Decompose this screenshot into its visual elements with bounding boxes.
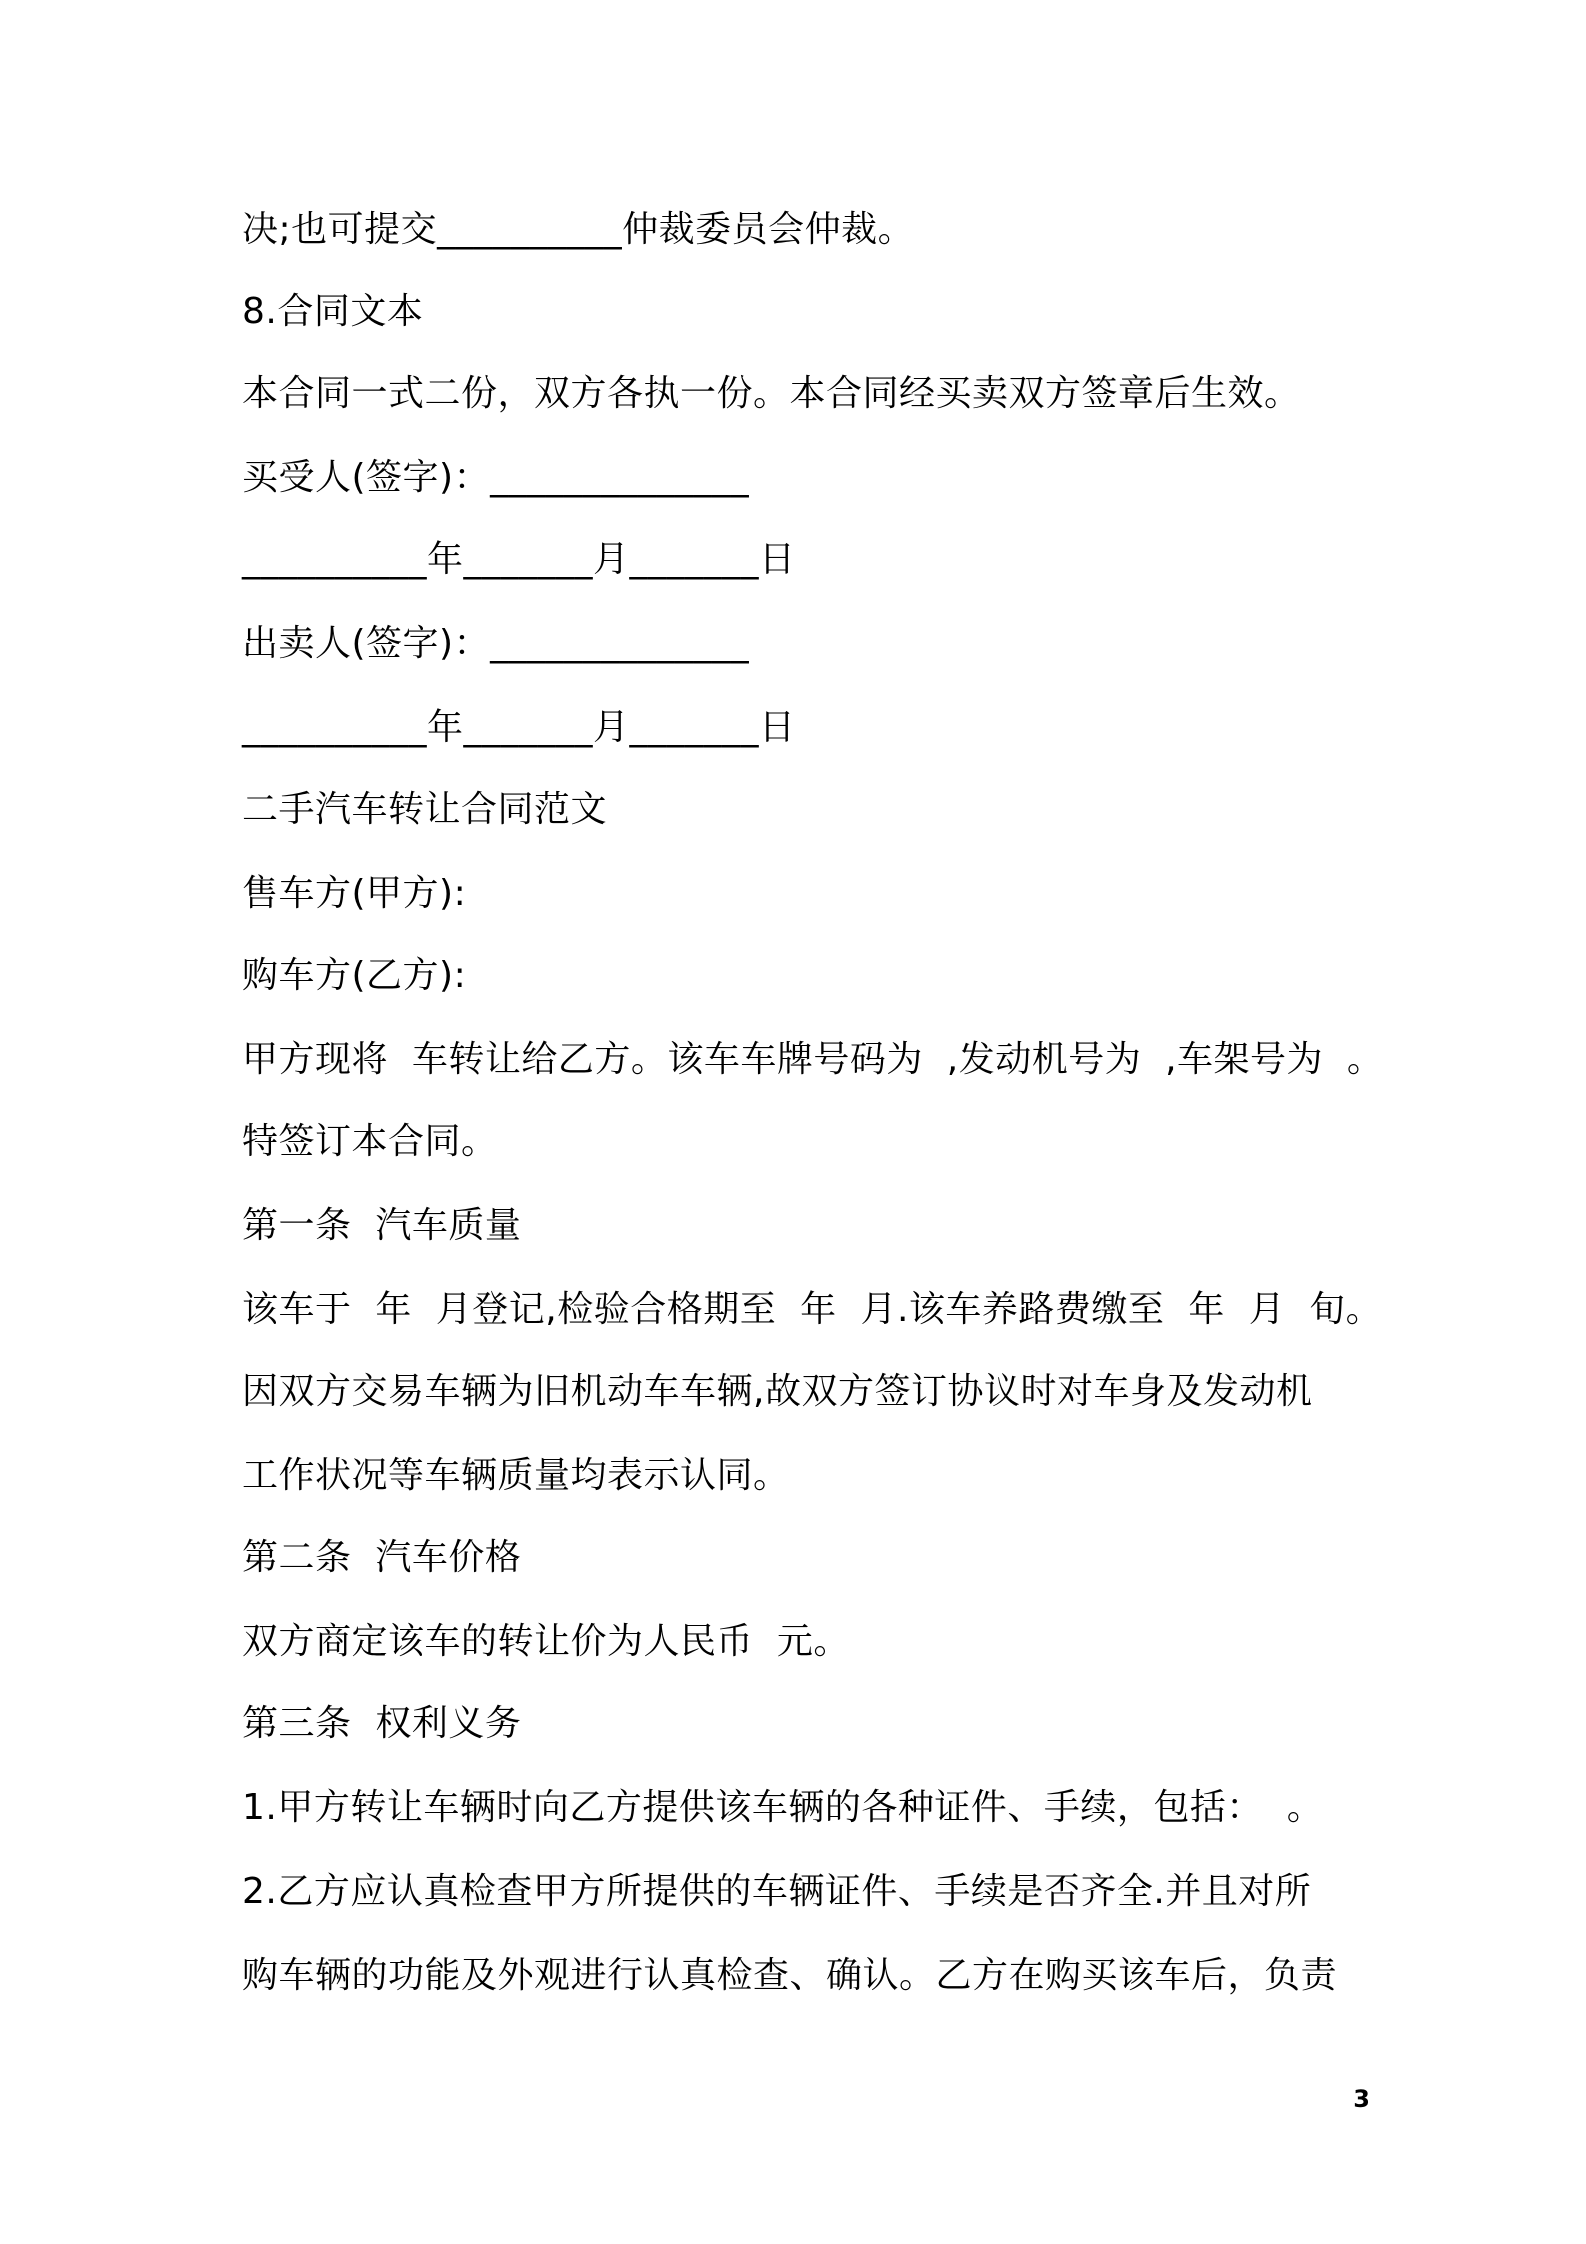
- article-heading: 第一条 汽车质量: [242, 1205, 522, 1246]
- document-title: 二手汽车转让合同范文: [242, 789, 608, 830]
- buyer-party-line: 购车方(乙方):: [242, 955, 467, 996]
- buyer-date-line: __________年_______月_______日: [242, 539, 796, 580]
- buyer-signature-line: 买受人(签字)：______________: [242, 457, 750, 498]
- seller-party-line: 售车方(甲方):: [242, 873, 467, 914]
- text-line: 1.甲方转让车辆时向乙方提供该车辆的各种证件、手续，包括： 。: [242, 1787, 1324, 1828]
- page-number: 3: [1353, 2085, 1370, 2113]
- seller-date-line: __________年_______月_______日: [242, 707, 796, 748]
- text-line: 该车于 年 月登记,检验合格期至 年 月.该车养路费缴至 年 月 旬。: [242, 1289, 1383, 1330]
- text-line: 本合同一式二份，双方各执一份。本合同经买卖双方签章后生效。: [242, 373, 1301, 414]
- text-line: 双方商定该车的转让价为人民币 元。: [242, 1621, 850, 1662]
- text-line: 因双方交易车辆为旧机动车车辆,故双方签订协议时对车身及发动机: [242, 1371, 1313, 1412]
- text-line: 决;也可提交__________仲裁委员会仲裁。: [242, 209, 915, 250]
- section-heading: 8.合同文本: [242, 291, 424, 332]
- text-line: 购车辆的功能及外观进行认真检查、确认。乙方在购买该车后，负责: [242, 1955, 1338, 1996]
- article-heading: 第二条 汽车价格: [242, 1537, 522, 1578]
- text-line: 特签订本合同。: [242, 1121, 498, 1162]
- text-line: 甲方现将 车转让给乙方。该车车牌号码为 ,发动机号为 ,车架号为 。: [242, 1039, 1384, 1080]
- text-line: 2.乙方应认真检查甲方所提供的车辆证件、手续是否齐全.并且对所: [242, 1871, 1312, 1912]
- article-heading: 第三条 权利义务: [242, 1703, 522, 1744]
- text-line: 工作状况等车辆质量均表示认同。: [242, 1455, 790, 1496]
- seller-signature-line: 出卖人(签字)：______________: [242, 623, 750, 664]
